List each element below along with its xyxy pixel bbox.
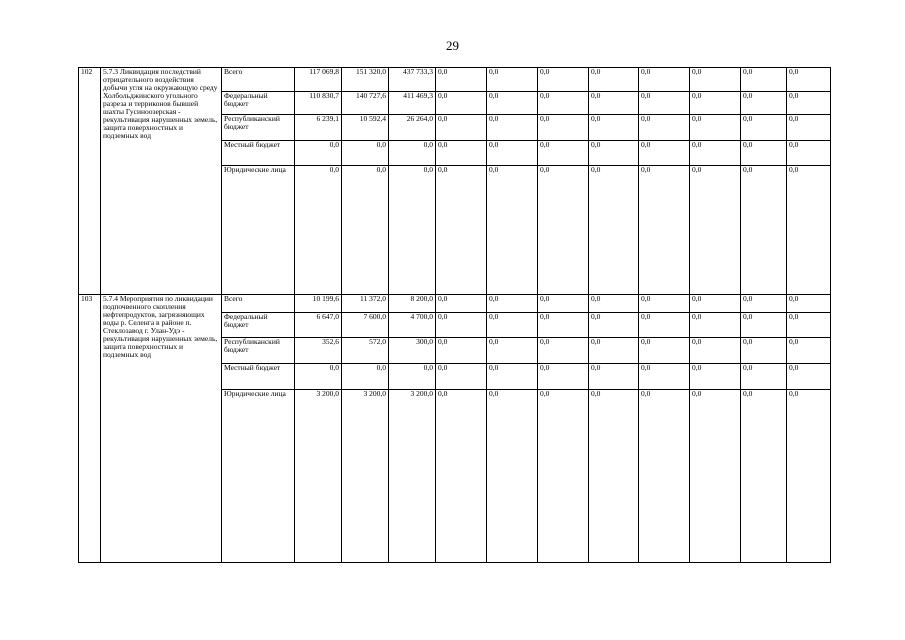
value-cell: 0,0	[295, 141, 342, 166]
value-cell: 11 372,0	[342, 294, 389, 312]
funding-source: Юридические лица	[222, 390, 295, 563]
measure-title: 5.7.3 Ликвидация последствий отрицательного воздействия добычи угля на окружающую среду Холбольджинского угольного разреза и терриконов бывшей шахты Гусиноозерская - рекультивация нарушенных земель, защита поверхностных и подземных вод	[101, 68, 222, 295]
value-cell: 0,0	[538, 91, 589, 115]
value-cell: 0,0	[741, 115, 787, 141]
measure-title: 5.7.4 Мероприятия по ликвидации подпочвенного скопления нефтепродуктов, загрязняющих воды р. Селенга в районе п. Стеклозавод г. Улан-Удэ - рекультивация нарушенных земель, защита поверхностных и подземных вод	[101, 294, 222, 562]
value-cell: 572,0	[342, 337, 389, 363]
value-cell: 0,0	[538, 337, 589, 363]
value-cell: 352,6	[295, 337, 342, 363]
value-cell: 0,0	[589, 390, 639, 563]
value-cell: 10 592,4	[342, 115, 389, 141]
value-cell: 0,0	[342, 363, 389, 389]
value-cell: 0,0	[538, 312, 589, 337]
value-cell: 0,0	[741, 141, 787, 166]
value-cell: 0,0	[589, 141, 639, 166]
funding-source: Республиканский бюджет	[222, 115, 295, 141]
value-cell: 0,0	[690, 68, 741, 92]
value-cell: 0,0	[487, 312, 538, 337]
value-cell: 0,0	[690, 91, 741, 115]
value-cell: 0,0	[787, 141, 831, 166]
value-cell: 0,0	[741, 91, 787, 115]
page-number: 29	[446, 38, 459, 53]
value-cell: 8 200,0	[389, 294, 436, 312]
value-cell: 0,0	[639, 115, 690, 141]
value-cell: 0,0	[436, 141, 487, 166]
value-cell: 0,0	[538, 115, 589, 141]
value-cell: 0,0	[639, 166, 690, 294]
funding-source: Местный бюджет	[222, 363, 295, 389]
value-cell: 0,0	[589, 91, 639, 115]
value-cell: 6 239,1	[295, 115, 342, 141]
value-cell: 0,0	[589, 68, 639, 92]
value-cell: 26 264,0	[389, 115, 436, 141]
value-cell: 0,0	[487, 91, 538, 115]
value-cell: 0,0	[639, 363, 690, 389]
value-cell: 0,0	[639, 390, 690, 563]
value-cell: 4 700,0	[389, 312, 436, 337]
value-cell: 0,0	[538, 68, 589, 92]
row-number: 103	[79, 294, 101, 562]
value-cell: 0,0	[436, 115, 487, 141]
value-cell: 0,0	[741, 294, 787, 312]
value-cell: 0,0	[487, 68, 538, 92]
value-cell: 0,0	[787, 166, 831, 294]
value-cell: 0,0	[389, 141, 436, 166]
value-cell: 0,0	[639, 91, 690, 115]
value-cell: 7 600,0	[342, 312, 389, 337]
value-cell: 0,0	[487, 337, 538, 363]
value-cell: 0,0	[787, 363, 831, 389]
value-cell: 0,0	[787, 390, 831, 563]
value-cell: 0,0	[690, 115, 741, 141]
value-cell: 0,0	[538, 141, 589, 166]
table-row	[79, 294, 831, 312]
value-cell: 0,0	[436, 166, 487, 294]
value-cell: 0,0	[690, 312, 741, 337]
value-cell: 0,0	[389, 363, 436, 389]
value-cell: 0,0	[741, 363, 787, 389]
value-cell: 0,0	[589, 337, 639, 363]
value-cell: 0,0	[342, 141, 389, 166]
value-cell: 0,0	[589, 115, 639, 141]
value-cell: 0,0	[639, 141, 690, 166]
value-cell: 0,0	[436, 68, 487, 92]
budget-table	[78, 67, 831, 563]
value-cell: 0,0	[787, 294, 831, 312]
value-cell: 0,0	[741, 312, 787, 337]
value-cell: 151 320,0	[342, 68, 389, 92]
value-cell: 0,0	[639, 312, 690, 337]
value-cell: 437 733,3	[389, 68, 436, 92]
value-cell: 0,0	[741, 390, 787, 563]
value-cell: 0,0	[690, 363, 741, 389]
funding-source: Федеральный бюджет	[222, 312, 295, 337]
value-cell: 3 200,0	[389, 390, 436, 563]
value-cell: 0,0	[487, 390, 538, 563]
value-cell: 3 200,0	[342, 390, 389, 563]
funding-source: Юридические лица	[222, 166, 295, 294]
value-cell: 0,0	[487, 294, 538, 312]
value-cell: 0,0	[589, 166, 639, 294]
value-cell: 0,0	[787, 337, 831, 363]
funding-source: Федеральный бюджет	[222, 91, 295, 115]
value-cell: 0,0	[538, 166, 589, 294]
value-cell: 0,0	[487, 141, 538, 166]
value-cell: 0,0	[436, 294, 487, 312]
value-cell: 0,0	[389, 166, 436, 294]
value-cell: 0,0	[342, 166, 389, 294]
value-cell: 117 069,8	[295, 68, 342, 92]
funding-source: Всего	[222, 294, 295, 312]
value-cell: 0,0	[787, 68, 831, 92]
value-cell: 0,0	[436, 390, 487, 563]
value-cell: 3 200,0	[295, 390, 342, 563]
funding-source: Республиканский бюджет	[222, 337, 295, 363]
row-number: 102	[79, 68, 101, 295]
value-cell: 300,0	[389, 337, 436, 363]
value-cell: 6 647,0	[295, 312, 342, 337]
value-cell: 0,0	[487, 166, 538, 294]
value-cell: 0,0	[589, 363, 639, 389]
value-cell: 0,0	[487, 115, 538, 141]
value-cell: 0,0	[741, 68, 787, 92]
value-cell: 0,0	[690, 166, 741, 294]
value-cell: 0,0	[690, 337, 741, 363]
value-cell: 110 830,7	[295, 91, 342, 115]
value-cell: 0,0	[538, 390, 589, 563]
value-cell: 0,0	[741, 166, 787, 294]
value-cell: 10 199,6	[295, 294, 342, 312]
value-cell: 0,0	[741, 337, 787, 363]
value-cell: 0,0	[690, 390, 741, 563]
value-cell: 0,0	[639, 68, 690, 92]
funding-source: Всего	[222, 68, 295, 92]
value-cell: 0,0	[787, 115, 831, 141]
value-cell: 0,0	[436, 363, 487, 389]
value-cell: 0,0	[690, 141, 741, 166]
value-cell: 0,0	[436, 312, 487, 337]
value-cell: 0,0	[787, 91, 831, 115]
value-cell: 0,0	[295, 166, 342, 294]
value-cell: 140 727,6	[342, 91, 389, 115]
value-cell: 0,0	[639, 337, 690, 363]
value-cell: 0,0	[787, 312, 831, 337]
value-cell: 0,0	[436, 91, 487, 115]
value-cell: 0,0	[639, 294, 690, 312]
value-cell: 0,0	[538, 294, 589, 312]
value-cell: 0,0	[487, 363, 538, 389]
value-cell: 0,0	[589, 294, 639, 312]
value-cell: 0,0	[295, 363, 342, 389]
funding-source: Местный бюджет	[222, 141, 295, 166]
value-cell: 0,0	[690, 294, 741, 312]
value-cell: 0,0	[538, 363, 589, 389]
value-cell: 0,0	[589, 312, 639, 337]
value-cell: 411 469,3	[389, 91, 436, 115]
value-cell: 0,0	[436, 337, 487, 363]
table-row	[79, 68, 831, 92]
